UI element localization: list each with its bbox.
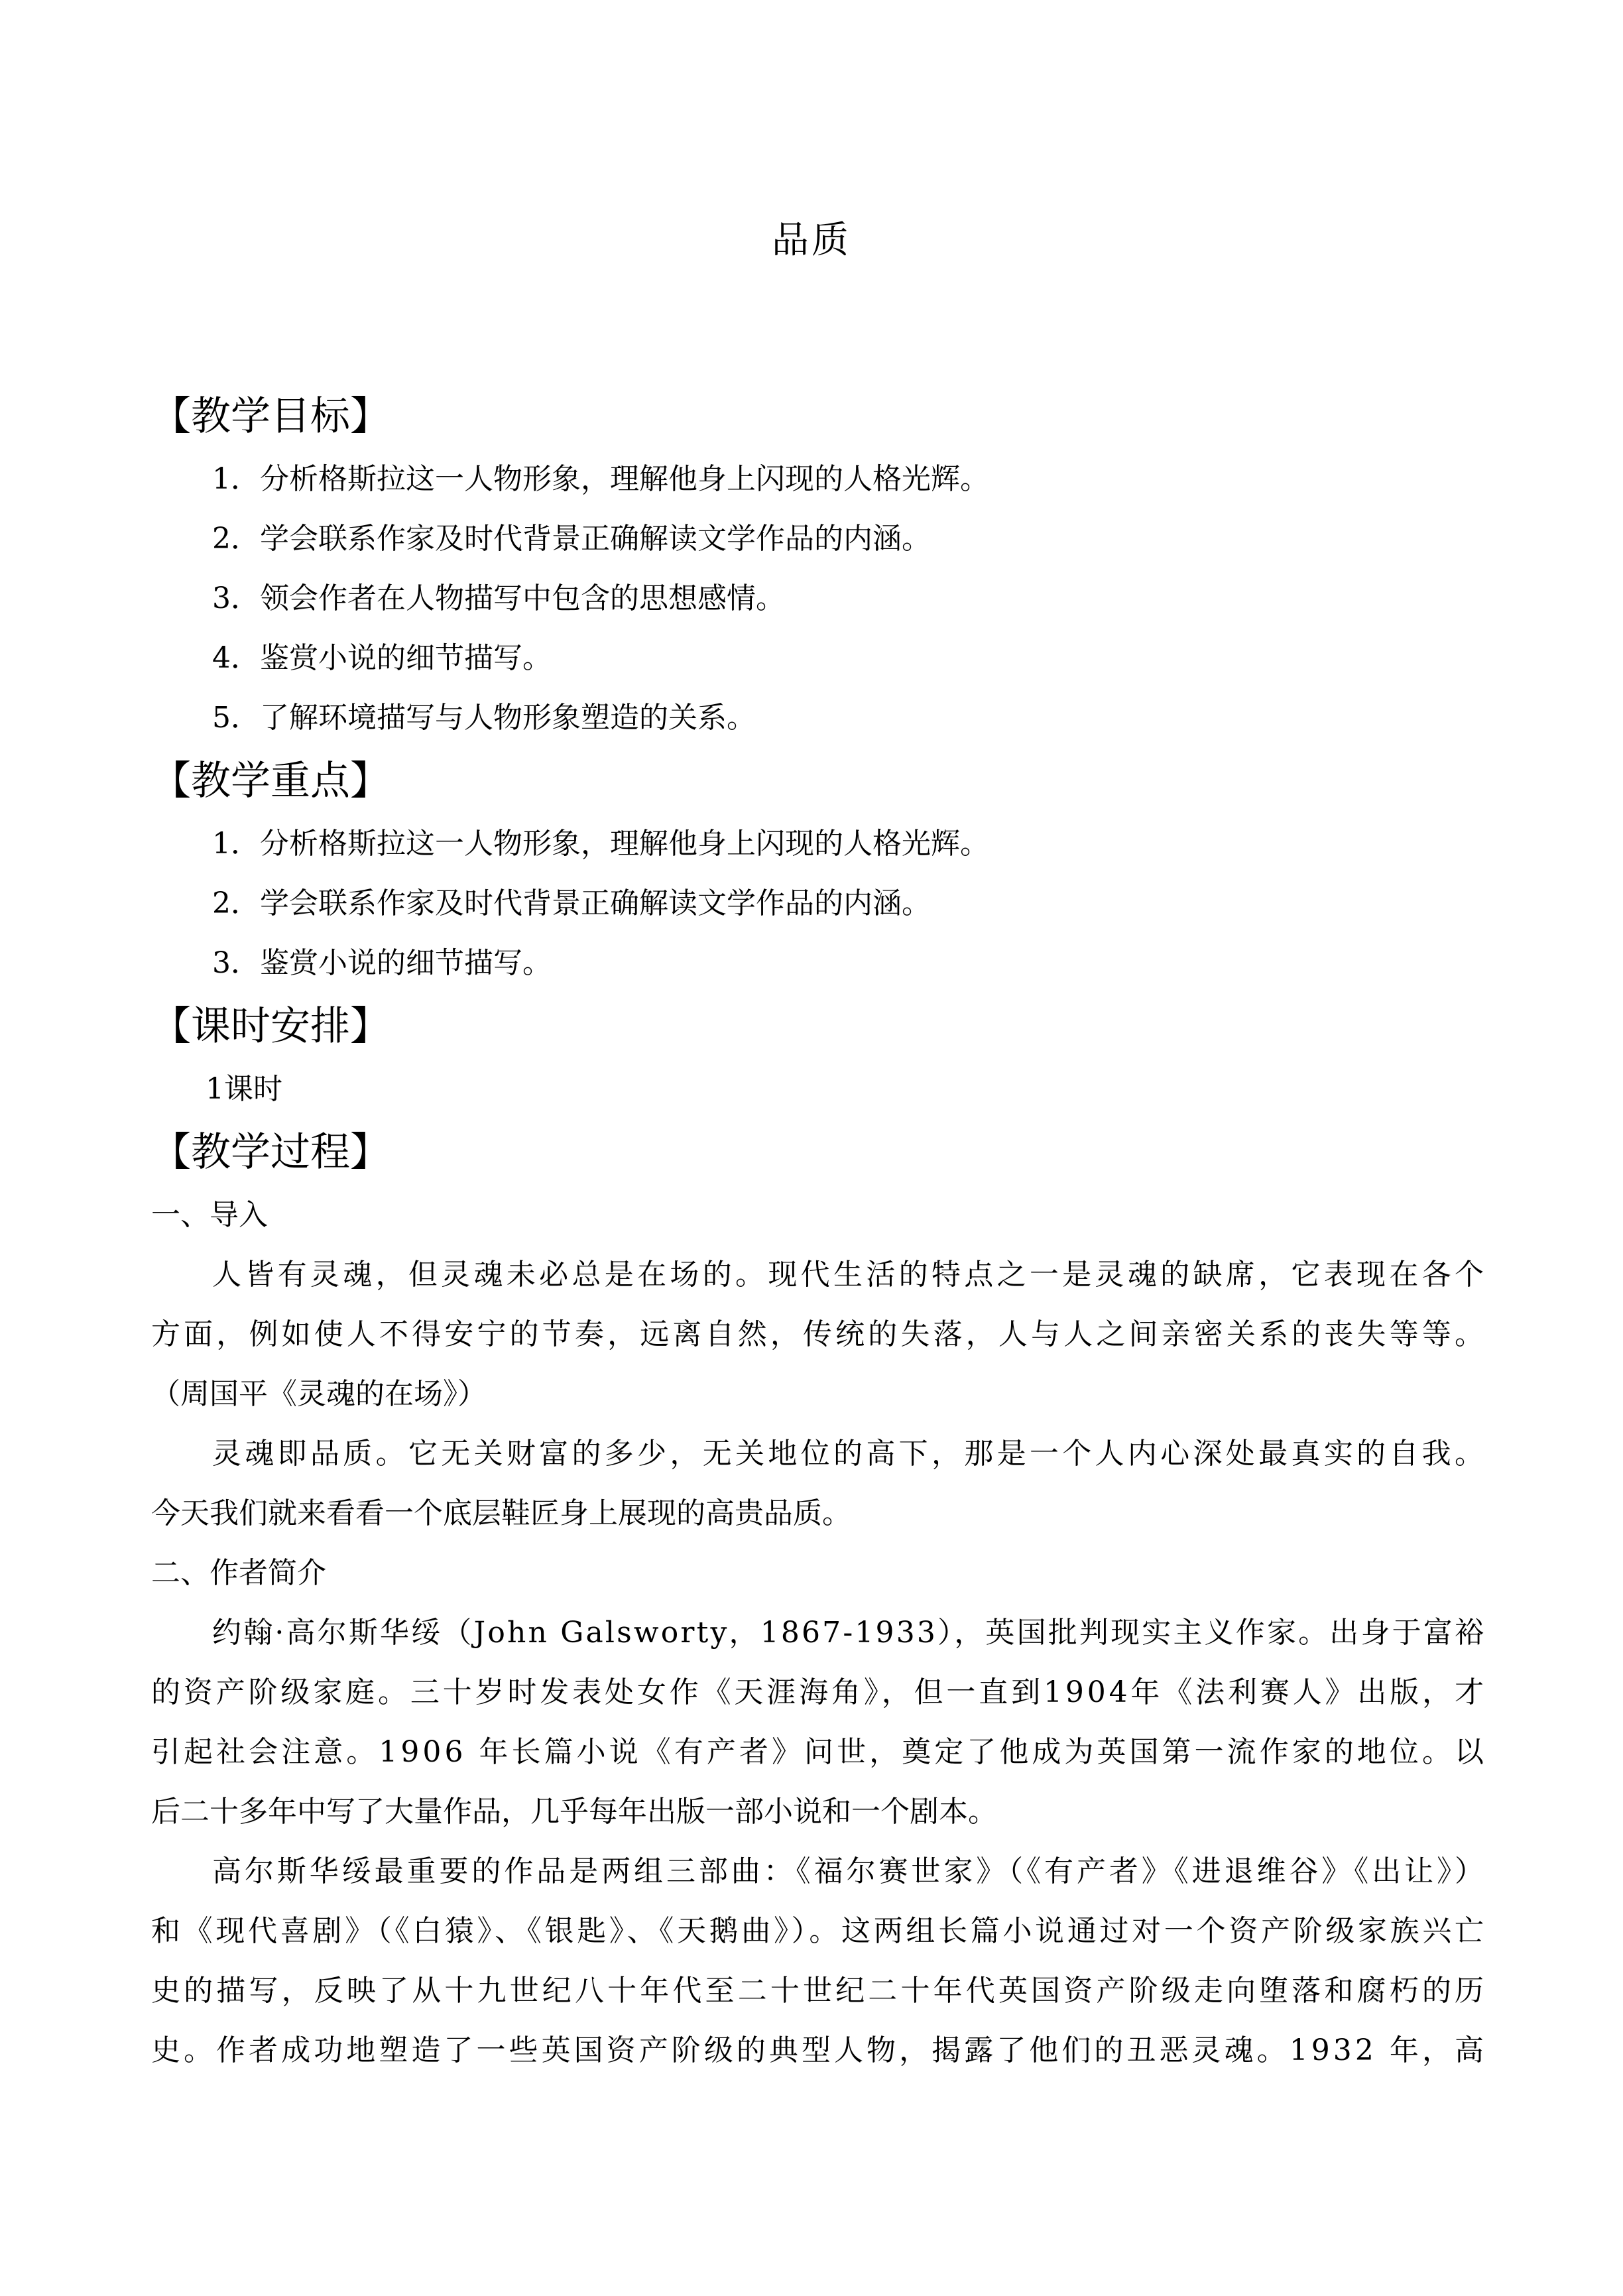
objective-item: 4．鉴赏小说的细节描写。	[212, 641, 552, 675]
section-heading-key-points: 【教学重点】	[151, 758, 390, 804]
paragraph-line: 后二十多年中写了大量作品，几乎每年出版一部小说和一个剧本。	[151, 1795, 997, 1829]
key-point-item: 3．鉴赏小说的细节描写。	[212, 946, 552, 980]
key-point-item: 2．学会联系作家及时代背景正确解读文学作品的内涵。	[212, 886, 931, 920]
intro-paragraph-2	[151, 1424, 1488, 1543]
paragraph-line: 约翰·高尔斯华绥（John Galsworty，1867-1933），英国批判现实主义作家。出身于富裕	[212, 1616, 1486, 1650]
section-heading-process: 【教学过程】	[151, 1129, 390, 1176]
paragraph-line: 高尔斯华绥最重要的作品是两组三部曲：《福尔赛世家》（《有产者》《进退维谷》《出让》）	[212, 1854, 1487, 1888]
paragraph-line: 方面，例如使人不得安宁的节奏，远离自然，传统的失落，人与人之间亲密关系的丧失等等。	[151, 1317, 1488, 1351]
objective-item: 5．了解环境描写与人物形象塑造的关系。	[212, 701, 756, 735]
paragraph-line: 和《现代喜剧》（《白猿》、《银匙》、《天鹅曲》）。这两组长篇小说通过对一个资产阶级家族兴亡	[151, 1914, 1487, 1948]
subsection-title-intro: 一、导入	[151, 1198, 268, 1232]
author-paragraph-1	[151, 1603, 1488, 1842]
paragraph-line: 今天我们就来看看一个底层鞋匠身上展现的高贵品质。	[151, 1496, 851, 1530]
paragraph-line: 史的描写，反映了从十九世纪八十年代至二十世纪二十年代英国资产阶级走向堕落和腐朽的历	[151, 1974, 1488, 2008]
intro-paragraph-1	[151, 1245, 1488, 1424]
paragraph-line: 史。作者成功地塑造了一些英国资产阶级的典型人物，揭露了他们的丑恶灵魂。1932 年，高	[151, 2033, 1488, 2067]
paragraph-line: 的资产阶级家庭。三十岁时发表处女作《天涯海角》，但一直到1904年《法利赛人》出版，才	[151, 1675, 1487, 1709]
section-heading-objectives: 【教学目标】	[151, 393, 390, 440]
document-body	[151, 383, 1488, 2081]
objective-item: 1．分析格斯拉这一人物形象，理解他身上闪现的人格光辉。	[212, 462, 989, 496]
page-title: 品质	[772, 219, 851, 262]
paragraph-line: 灵魂即品质。它无关财富的多少，无关地位的高下，那是一个人内心深处最真实的自我。	[212, 1437, 1488, 1471]
subsection-title-author: 二、作者简介	[151, 1556, 326, 1590]
section-heading-schedule: 【课时安排】	[151, 1003, 390, 1050]
paragraph-line: （周国平《灵魂的在场》）	[151, 1377, 487, 1411]
objective-item: 3．领会作者在人物描写中包含的思想感情。	[212, 581, 785, 615]
key-point-item: 1．分析格斯拉这一人物形象，理解他身上闪现的人格光辉。	[212, 827, 989, 861]
schedule-item: 1课时	[206, 1072, 282, 1106]
paragraph-line: 引起社会注意。1906 年长篇小说《有产者》问世，奠定了他成为英国第一流作家的地位。以	[151, 1735, 1488, 1769]
paragraph-line: 人皆有灵魂，但灵魂未必总是在场的。现代生活的特点之一是灵魂的缺席，它表现在各个	[212, 1258, 1488, 1292]
objective-item: 2．学会联系作家及时代背景正确解读文学作品的内涵。	[212, 522, 931, 556]
author-paragraph-2	[151, 1842, 1488, 2081]
